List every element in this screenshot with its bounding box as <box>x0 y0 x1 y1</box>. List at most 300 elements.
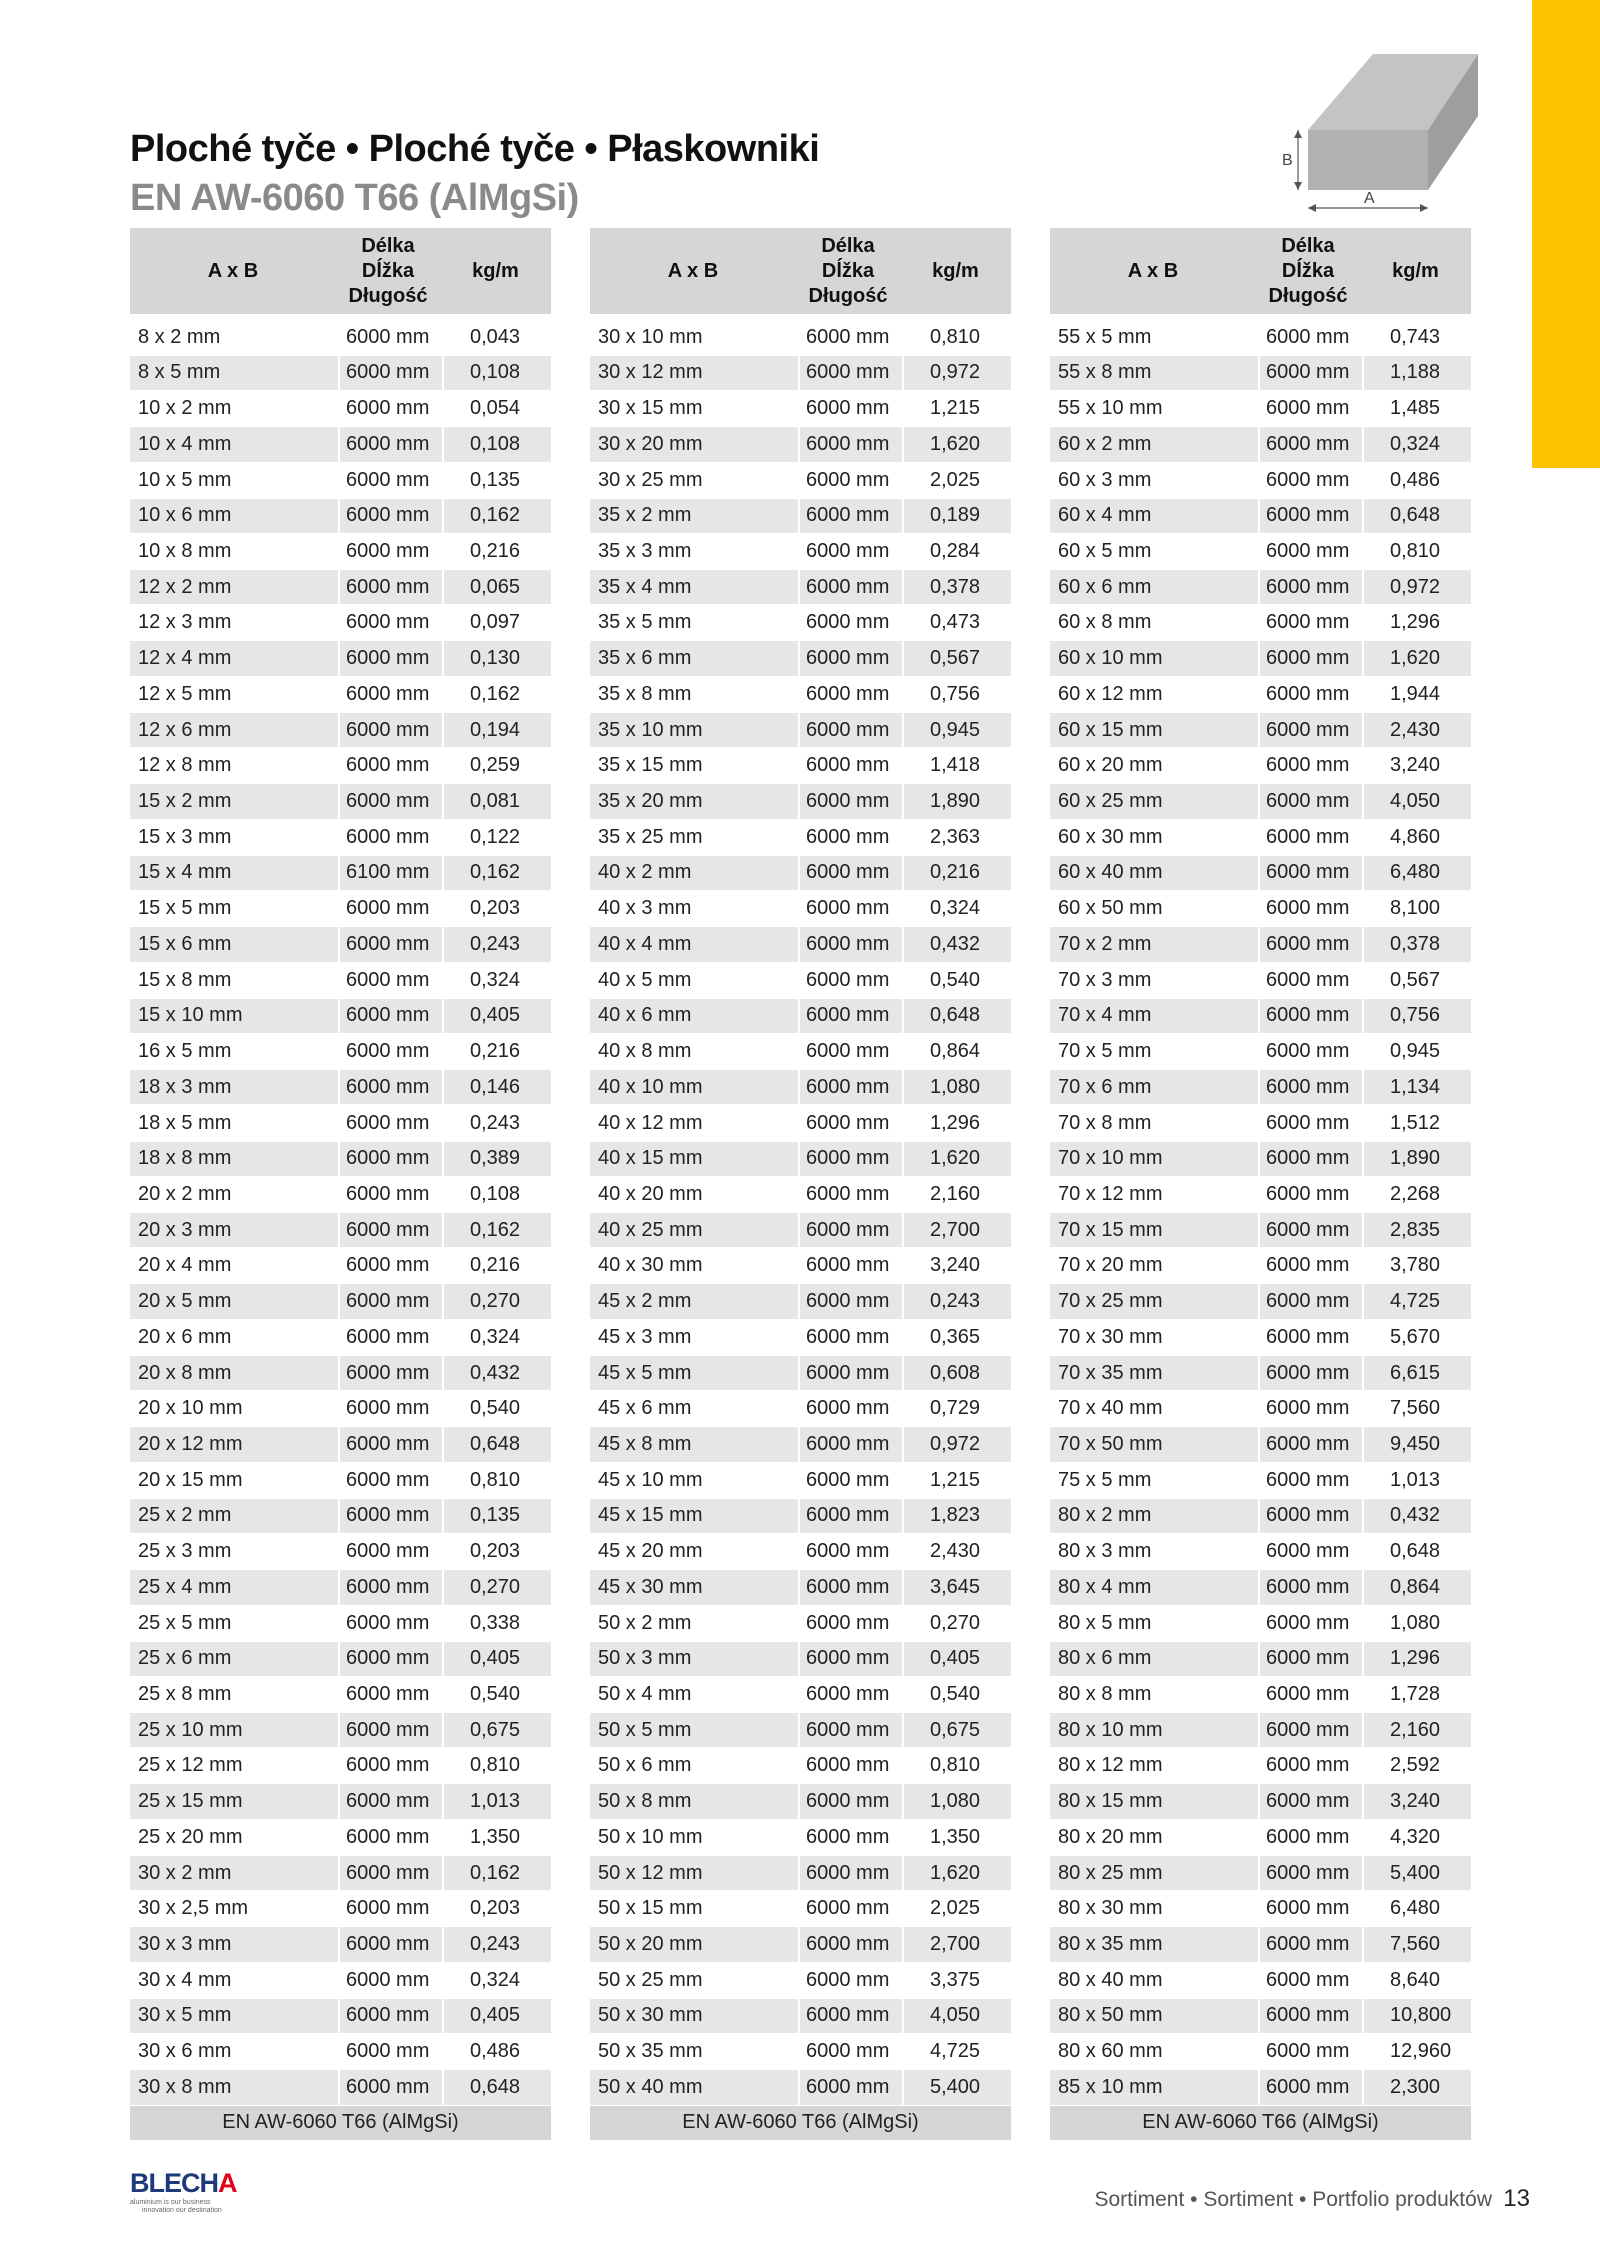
cell-dimensions: 20 x 5 mm <box>138 1290 232 1313</box>
table-row <box>1050 570 1471 604</box>
cell-dimensions: 50 x 15 mm <box>598 1897 703 1920</box>
cell-weight: 2,025 <box>902 463 1011 497</box>
cell-dimensions: 25 x 2 mm <box>138 1504 232 1527</box>
cell-dimensions: 25 x 15 mm <box>138 1790 243 1813</box>
cell-weight: 10,800 <box>1362 1999 1471 2033</box>
cell-weight: 5,400 <box>902 2070 1011 2104</box>
cell-weight: 7,560 <box>1362 1392 1471 1426</box>
cell-dimensions: 25 x 6 mm <box>138 1647 232 1670</box>
table-header <box>590 228 1011 314</box>
cell-length: 6000 mm <box>798 1463 902 1497</box>
cell-dimensions: 40 x 12 mm <box>598 1111 703 1134</box>
cell-length: 6000 mm <box>798 1784 902 1818</box>
cell-weight: 0,108 <box>442 427 551 461</box>
cell-weight: 7,560 <box>1362 1927 1471 1961</box>
cell-weight: 0,216 <box>442 534 551 568</box>
table-row <box>590 2035 1011 2069</box>
cell-length: 6000 mm <box>1258 1999 1362 2033</box>
cell-length: 6000 mm <box>1258 677 1362 711</box>
cell-weight: 3,240 <box>1362 1784 1471 1818</box>
cell-dimensions: 80 x 50 mm <box>1058 2004 1163 2027</box>
table-body <box>130 320 551 2105</box>
cell-dimensions: 80 x 5 mm <box>1058 1611 1152 1634</box>
table-footer: EN AW-6060 T66 (AlMgSi) <box>130 2106 551 2140</box>
cell-weight: 0,432 <box>1362 1499 1471 1533</box>
cell-length: 6000 mm <box>798 1606 902 1640</box>
cell-dimensions: 35 x 25 mm <box>598 825 703 848</box>
table-row <box>1050 356 1471 390</box>
table-row <box>590 1213 1011 1247</box>
cell-dimensions: 55 x 10 mm <box>1058 397 1163 420</box>
header-length: Délka Dĺžka Długość <box>1268 234 1348 307</box>
table-row <box>590 1177 1011 1211</box>
table-row <box>590 892 1011 926</box>
cell-dimensions: 30 x 10 mm <box>598 325 703 348</box>
table-row <box>590 1963 1011 1997</box>
profile-table-1 <box>130 228 551 2140</box>
cell-weight: 0,945 <box>1362 1034 1471 1068</box>
cell-weight: 6,615 <box>1362 1356 1471 1390</box>
cell-weight: 0,864 <box>1362 1570 1471 1604</box>
table-row <box>590 534 1011 568</box>
table-row <box>130 1570 551 1604</box>
cell-length: 6000 mm <box>1258 1534 1362 1568</box>
cell-dimensions: 50 x 3 mm <box>598 1647 692 1670</box>
cell-length: 6000 mm <box>338 463 442 497</box>
table-row <box>590 1356 1011 1390</box>
cell-dimensions: 70 x 3 mm <box>1058 968 1152 991</box>
table-row <box>590 391 1011 425</box>
cell-dimensions: 35 x 6 mm <box>598 647 692 670</box>
cell-weight: 0,608 <box>902 1356 1011 1390</box>
table-row <box>590 1427 1011 1461</box>
cell-length: 6000 mm <box>1258 320 1362 354</box>
cell-weight: 0,203 <box>442 1892 551 1926</box>
cell-weight: 0,648 <box>1362 499 1471 533</box>
cell-dimensions: 40 x 6 mm <box>598 1004 692 1027</box>
cell-weight: 1,296 <box>1362 606 1471 640</box>
table-row <box>590 1999 1011 2033</box>
cell-length: 6000 mm <box>1258 892 1362 926</box>
cell-length: 6000 mm <box>798 499 902 533</box>
cell-weight: 1,350 <box>442 1820 551 1854</box>
table-row <box>1050 1820 1471 1854</box>
cell-weight: 0,324 <box>442 1320 551 1354</box>
cell-length: 6000 mm <box>1258 1856 1362 1890</box>
cell-length: 6000 mm <box>1258 1034 1362 1068</box>
cell-length: 6000 mm <box>338 1284 442 1318</box>
table-row <box>130 534 551 568</box>
header-length: Délka Dĺžka Długość <box>348 234 428 307</box>
cell-weight: 3,780 <box>1362 1249 1471 1283</box>
cell-dimensions: 45 x 20 mm <box>598 1540 703 1563</box>
cell-dimensions: 60 x 25 mm <box>1058 790 1163 813</box>
cell-length: 6000 mm <box>338 1606 442 1640</box>
cell-weight: 0,203 <box>442 892 551 926</box>
cell-length: 6000 mm <box>338 1677 442 1711</box>
cell-length: 6000 mm <box>798 1249 902 1283</box>
cell-weight: 1,890 <box>902 784 1011 818</box>
header-dimensions: A x B <box>1127 259 1179 282</box>
dimension-a-arrow-right <box>1420 204 1428 212</box>
cell-weight: 8,640 <box>1362 1963 1471 1997</box>
cell-length: 6000 mm <box>798 1356 902 1390</box>
table-header <box>130 228 551 314</box>
cell-dimensions: 70 x 4 mm <box>1058 1004 1152 1027</box>
cell-weight: 0,540 <box>442 1392 551 1426</box>
cell-length: 6000 mm <box>338 784 442 818</box>
cell-length: 6000 mm <box>1258 641 1362 675</box>
cell-weight: 4,860 <box>1362 820 1471 854</box>
cell-length: 6000 mm <box>338 963 442 997</box>
cell-length: 6000 mm <box>338 499 442 533</box>
table-row <box>1050 641 1471 675</box>
cell-dimensions: 35 x 20 mm <box>598 790 703 813</box>
cell-weight: 2,268 <box>1362 1177 1471 1211</box>
cell-dimensions: 35 x 2 mm <box>598 504 692 527</box>
cell-weight: 1,013 <box>442 1784 551 1818</box>
cell-length: 6000 mm <box>338 1142 442 1176</box>
cell-length: 6000 mm <box>338 1356 442 1390</box>
table-row <box>590 1713 1011 1747</box>
cell-dimensions: 50 x 25 mm <box>598 1968 703 1991</box>
cell-length: 6000 mm <box>798 1713 902 1747</box>
cell-dimensions: 80 x 40 mm <box>1058 1968 1163 1991</box>
cell-length: 6000 mm <box>1258 1642 1362 1676</box>
cell-length: 6000 mm <box>338 1856 442 1890</box>
cell-length: 6000 mm <box>1258 1749 1362 1783</box>
cell-weight: 0,324 <box>1362 427 1471 461</box>
cell-dimensions: 45 x 3 mm <box>598 1325 692 1348</box>
cell-weight: 0,243 <box>442 1106 551 1140</box>
cell-dimensions: 50 x 4 mm <box>598 1683 692 1705</box>
cell-dimensions: 80 x 2 mm <box>1058 1504 1152 1527</box>
table-row <box>130 1784 551 1818</box>
cell-weight: 3,240 <box>902 1249 1011 1283</box>
cell-dimensions: 60 x 10 mm <box>1058 647 1163 670</box>
table-row <box>130 1392 551 1426</box>
table-row <box>590 1749 1011 1783</box>
table-row <box>590 606 1011 640</box>
cell-length: 6000 mm <box>338 1820 442 1854</box>
cell-length: 6000 mm <box>338 1463 442 1497</box>
table-row <box>130 1284 551 1318</box>
table-row <box>590 356 1011 390</box>
cell-weight: 0,486 <box>442 2035 551 2069</box>
table-row <box>130 606 551 640</box>
table-row <box>130 1677 551 1711</box>
cell-weight: 2,592 <box>1362 1749 1471 1783</box>
cell-weight: 0,324 <box>442 963 551 997</box>
cell-dimensions: 60 x 12 mm <box>1058 682 1163 705</box>
cell-dimensions: 60 x 40 mm <box>1058 861 1163 884</box>
cell-weight: 0,122 <box>442 820 551 854</box>
cell-length: 6000 mm <box>338 534 442 568</box>
cell-length: 6000 mm <box>798 1677 902 1711</box>
cell-length: 6000 mm <box>338 1392 442 1426</box>
cell-dimensions: 12 x 2 mm <box>138 575 232 598</box>
cell-dimensions: 45 x 6 mm <box>598 1397 692 1420</box>
table-row <box>590 1320 1011 1354</box>
cell-length: 6000 mm <box>338 1499 442 1533</box>
table-row <box>130 999 551 1033</box>
cell-length: 6000 mm <box>798 1856 902 1890</box>
cell-dimensions: 30 x 25 mm <box>598 468 703 491</box>
cell-weight: 2,160 <box>1362 1713 1471 1747</box>
table-row <box>130 2035 551 2069</box>
cell-dimensions: 30 x 20 mm <box>598 432 703 455</box>
cell-dimensions: 70 x 35 mm <box>1058 1361 1163 1384</box>
cell-weight: 0,540 <box>442 1677 551 1711</box>
table-row <box>130 356 551 390</box>
cell-length: 6000 mm <box>798 1499 902 1533</box>
cell-weight: 0,108 <box>442 356 551 390</box>
cell-weight: 0,972 <box>1362 570 1471 604</box>
table-row <box>130 1213 551 1247</box>
cell-weight: 0,432 <box>442 1356 551 1390</box>
table-row <box>590 1070 1011 1104</box>
cell-length: 6000 mm <box>338 1034 442 1068</box>
cell-dimensions: 60 x 5 mm <box>1058 540 1152 562</box>
cell-length: 6000 mm <box>1258 1963 1362 1997</box>
cell-dimensions: 40 x 15 mm <box>598 1147 703 1170</box>
cell-weight: 0,756 <box>1362 999 1471 1033</box>
cell-length: 6000 mm <box>798 641 902 675</box>
table-row <box>590 463 1011 497</box>
cell-dimensions: 45 x 5 mm <box>598 1361 692 1384</box>
cell-weight: 0,648 <box>442 1427 551 1461</box>
cell-length: 6000 mm <box>1258 1356 1362 1390</box>
table-row <box>130 320 551 354</box>
dimension-a-arrow-left <box>1308 204 1316 212</box>
profile-table-2 <box>590 228 1011 2140</box>
cell-dimensions: 60 x 4 mm <box>1058 504 1152 527</box>
table-row <box>1050 534 1471 568</box>
cell-dimensions: 70 x 2 mm <box>1058 932 1152 955</box>
cell-dimensions: 25 x 3 mm <box>138 1540 232 1563</box>
cell-weight: 1,620 <box>1362 641 1471 675</box>
cell-weight: 1,890 <box>1362 1142 1471 1176</box>
table-row <box>1050 463 1471 497</box>
table-row <box>1050 856 1471 890</box>
page-number: 13 <box>1503 2185 1530 2212</box>
cell-weight: 2,430 <box>1362 713 1471 747</box>
cell-weight: 0,389 <box>442 1142 551 1176</box>
cell-length: 6000 mm <box>798 463 902 497</box>
table-footer: EN AW-6060 T66 (AlMgSi) <box>1050 2106 1471 2140</box>
cell-weight: 1,215 <box>902 391 1011 425</box>
table-row <box>1050 1570 1471 1604</box>
header-dimensions: A x B <box>667 259 719 282</box>
cell-length: 6000 mm <box>338 1999 442 2033</box>
cell-dimensions: 10 x 6 mm <box>138 504 232 527</box>
table-header <box>1050 228 1471 314</box>
table-row <box>130 391 551 425</box>
header-weight: kg/m <box>932 259 979 282</box>
cell-length: 6000 mm <box>1258 1784 1362 1818</box>
cell-dimensions: 25 x 4 mm <box>138 1575 232 1598</box>
cell-length: 6000 mm <box>338 1713 442 1747</box>
table-row <box>590 1927 1011 1961</box>
cell-dimensions: 18 x 3 mm <box>138 1075 232 1098</box>
cell-weight: 0,162 <box>442 677 551 711</box>
cell-length: 6000 mm <box>1258 1284 1362 1318</box>
cell-length: 6000 mm <box>338 606 442 640</box>
cell-weight: 1,296 <box>902 1106 1011 1140</box>
cell-weight: 0,648 <box>902 999 1011 1033</box>
table-row <box>1050 1713 1471 1747</box>
cell-dimensions: 50 x 30 mm <box>598 2004 703 2027</box>
cell-weight: 0,810 <box>442 1463 551 1497</box>
table-row <box>1050 1284 1471 1318</box>
table-row <box>1050 1106 1471 1140</box>
table-row <box>1050 1356 1471 1390</box>
table-row <box>1050 1999 1471 2033</box>
header-dimensions: A x B <box>207 259 259 282</box>
cell-length: 6000 mm <box>798 356 902 390</box>
cell-dimensions: 25 x 5 mm <box>138 1611 232 1634</box>
table-row <box>1050 1892 1471 1926</box>
cell-weight: 0,243 <box>902 1284 1011 1318</box>
cell-length: 6000 mm <box>1258 1427 1362 1461</box>
table-row <box>590 1856 1011 1890</box>
cell-length: 6000 mm <box>1258 1927 1362 1961</box>
table-row <box>1050 1856 1471 1890</box>
cell-dimensions: 80 x 12 mm <box>1058 1754 1163 1777</box>
table-row <box>590 1463 1011 1497</box>
table-row <box>130 1749 551 1783</box>
cell-length: 6000 mm <box>1258 1320 1362 1354</box>
table-row <box>1050 1070 1471 1104</box>
bar-front-face <box>1308 130 1428 190</box>
cell-weight: 0,097 <box>442 606 551 640</box>
title-block <box>130 128 819 220</box>
table-row <box>1050 1606 1471 1640</box>
cell-dimensions: 20 x 3 mm <box>138 1218 232 1241</box>
cell-length: 6000 mm <box>1258 1213 1362 1247</box>
cell-length: 6000 mm <box>338 641 442 675</box>
table-row <box>130 1892 551 1926</box>
table-row <box>590 820 1011 854</box>
cell-length: 6000 mm <box>1258 856 1362 890</box>
table-row <box>1050 1320 1471 1354</box>
cell-dimensions: 50 x 5 mm <box>598 1718 692 1741</box>
cell-weight: 2,835 <box>1362 1213 1471 1247</box>
cell-dimensions: 50 x 2 mm <box>598 1611 692 1634</box>
section-tab <box>1532 0 1600 468</box>
cell-dimensions: 50 x 10 mm <box>598 1825 703 1848</box>
cell-weight: 0,405 <box>442 1999 551 2033</box>
cell-length: 6000 mm <box>338 1642 442 1676</box>
table-row <box>590 1642 1011 1676</box>
cell-weight: 0,259 <box>442 749 551 783</box>
cell-dimensions: 80 x 25 mm <box>1058 1861 1163 1884</box>
cell-weight: 0,972 <box>902 356 1011 390</box>
cell-weight: 0,108 <box>442 1177 551 1211</box>
table-row <box>1050 320 1471 354</box>
cell-length: 6000 mm <box>798 856 902 890</box>
cell-length: 6000 mm <box>338 320 442 354</box>
cell-dimensions: 80 x 4 mm <box>1058 1575 1152 1598</box>
header-weight: kg/m <box>1392 259 1439 282</box>
table-row <box>590 1142 1011 1176</box>
table-row <box>130 1320 551 1354</box>
cell-length: 6000 mm <box>338 570 442 604</box>
cell-length: 6000 mm <box>1258 1892 1362 1926</box>
cell-length: 6000 mm <box>798 749 902 783</box>
cell-length: 6000 mm <box>798 606 902 640</box>
cell-length: 6000 mm <box>338 1534 442 1568</box>
cell-length: 6000 mm <box>1258 1820 1362 1854</box>
cell-weight: 0,972 <box>902 1427 1011 1461</box>
cell-weight: 0,810 <box>902 320 1011 354</box>
cell-dimensions: 50 x 6 mm <box>598 1754 692 1777</box>
cell-length: 6000 mm <box>338 1749 442 1783</box>
table-row <box>1050 1927 1471 1961</box>
cell-weight: 1,512 <box>1362 1106 1471 1140</box>
table-row <box>130 499 551 533</box>
cell-dimensions: 12 x 8 mm <box>138 754 232 777</box>
cell-weight: 0,216 <box>442 1249 551 1283</box>
cell-weight: 0,243 <box>442 1927 551 1961</box>
cell-weight: 0,473 <box>902 606 1011 640</box>
cell-dimensions: 55 x 5 mm <box>1058 325 1152 348</box>
cell-length: 6000 mm <box>1258 1677 1362 1711</box>
cell-dimensions: 25 x 20 mm <box>138 1825 243 1848</box>
table-row <box>1050 391 1471 425</box>
cell-length: 6000 mm <box>1258 2070 1362 2104</box>
cell-length: 6000 mm <box>338 427 442 461</box>
cell-length: 6000 mm <box>1258 356 1362 390</box>
cell-weight: 0,810 <box>442 1749 551 1783</box>
table-row <box>1050 1177 1471 1211</box>
cell-length: 6000 mm <box>798 713 902 747</box>
cell-length: 6000 mm <box>798 1927 902 1961</box>
table-row <box>1050 963 1471 997</box>
cell-weight: 0,243 <box>442 927 551 961</box>
cell-length: 6000 mm <box>798 2070 902 2104</box>
cell-weight: 0,043 <box>442 320 551 354</box>
table-row <box>590 856 1011 890</box>
cell-length: 6000 mm <box>1258 1070 1362 1104</box>
cell-weight: 1,485 <box>1362 391 1471 425</box>
cell-dimensions: 80 x 6 mm <box>1058 1647 1152 1670</box>
table-row <box>130 856 551 890</box>
table-row <box>1050 1677 1471 1711</box>
cell-dimensions: 70 x 5 mm <box>1058 1040 1152 1063</box>
cell-dimensions: 30 x 8 mm <box>138 2075 232 2098</box>
logo-tagline-1: aluminium is our business <box>130 2199 211 2206</box>
table-row <box>1050 784 1471 818</box>
cell-dimensions: 60 x 3 mm <box>1058 468 1152 491</box>
cell-weight: 1,620 <box>902 1856 1011 1890</box>
cell-dimensions: 12 x 4 mm <box>138 647 232 670</box>
dimension-b-arrow-top <box>1294 130 1302 138</box>
cell-weight: 1,134 <box>1362 1070 1471 1104</box>
cell-dimensions: 40 x 5 mm <box>598 968 692 991</box>
cell-length: 6000 mm <box>338 999 442 1033</box>
cell-length: 6000 mm <box>338 820 442 854</box>
cell-length: 6000 mm <box>1258 463 1362 497</box>
cell-length: 6000 mm <box>798 1749 902 1783</box>
dimension-b-label: B <box>1282 152 1293 169</box>
cell-length: 6000 mm <box>338 356 442 390</box>
cell-dimensions: 55 x 8 mm <box>1058 361 1152 384</box>
table-row <box>130 1463 551 1497</box>
cell-dimensions: 35 x 3 mm <box>598 540 692 562</box>
cell-dimensions: 80 x 8 mm <box>1058 1683 1152 1705</box>
cell-length: 6000 mm <box>798 1999 902 2033</box>
